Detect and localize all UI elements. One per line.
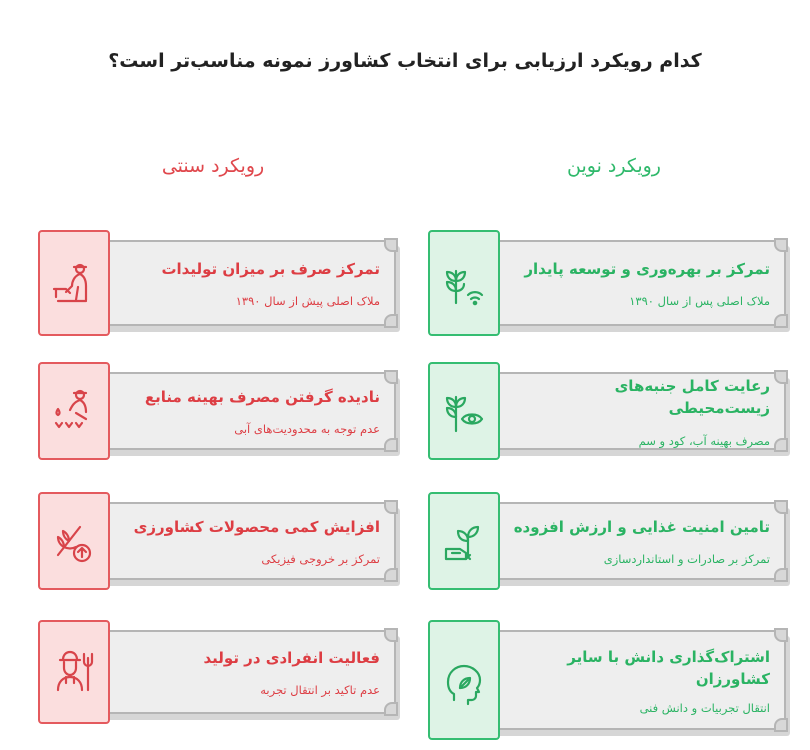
card-title: فعالیت انفرادی در تولید [203, 648, 380, 667]
card-subtitle: عدم تاکید بر انتقال تجربه [260, 683, 380, 698]
farmer-pitchfork-icon [38, 620, 110, 724]
card-title: اشتراک‌گذاری دانش با سایر کشاورزان [567, 647, 770, 688]
traditional-card-quantity [38, 502, 396, 580]
plant-wifi-icon [428, 230, 500, 336]
card-title: نادیده گرفتن مصرف بهینه منابع [144, 387, 380, 406]
card-subtitle: ملاک اصلی پیش از سال ۱۳۹۰ [235, 294, 380, 309]
card-title: تمرکز بر بهره‌وری و توسعه پایدار [524, 259, 770, 278]
card-subtitle: مصرف بهینه آب، کود و سم [638, 433, 770, 448]
head-leaf-icon [428, 620, 500, 740]
card-title: رعایت کامل جنبه‌های زیست‌محیطی [614, 376, 770, 417]
modern-card-productivity [428, 240, 786, 326]
card-subtitle: انتقال تجربیات و دانش فنی [639, 700, 770, 715]
traditional-card-resources [38, 372, 396, 450]
modern-card-food-security [428, 502, 786, 580]
card-subtitle: تمرکز بر خروجی فیزیکی [261, 552, 380, 567]
farmer-water-icon [38, 362, 110, 460]
wheat-up-icon [38, 492, 110, 590]
traditional-card-production [38, 240, 396, 326]
card-title: افزایش کمی محصولات کشاورزی [133, 517, 380, 536]
card-subtitle: ملاک اصلی پس از سال ۱۳۹۰ [629, 294, 770, 309]
card-title: تامین امنیت غذایی و ارزش افزوده [513, 517, 770, 536]
card-subtitle: عدم توجه به محدودیت‌های آبی [234, 422, 380, 437]
page-title: کدام رویکرد ارزیابی برای انتخاب کشاورز نمونه مناسب‌تر است؟ [108, 50, 702, 72]
farmer-plough-icon [38, 230, 110, 336]
modern-card-environment [428, 372, 786, 450]
modern-column-heading: رویکرد نوین [567, 155, 661, 177]
modern-card-knowledge [428, 630, 786, 730]
card-subtitle: تمرکز بر صادرات و استانداردسازی [603, 552, 770, 567]
sprout-hand-icon [428, 492, 500, 590]
traditional-card-individual [38, 630, 396, 714]
card-title: تمرکز صرف بر میزان تولیدات [161, 259, 380, 278]
traditional-column-heading: رویکرد سنتی [161, 155, 265, 177]
plant-eye-icon [428, 362, 500, 460]
